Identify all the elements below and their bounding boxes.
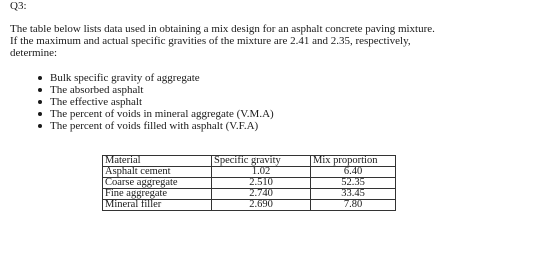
mix-design-table — [102, 155, 396, 211]
question-intro: The table below lists data used in obtaining a mix design for an asphalt concrete paving mixture. — [10, 23, 435, 35]
material-cell: Mineral filler — [103, 200, 212, 211]
specific-gravity-cell: 2.510 — [212, 178, 311, 189]
specific-gravity-cell: 2.740 — [212, 189, 311, 200]
mix-proportion-cell: 7.80 — [311, 200, 396, 211]
question-text — [10, 23, 530, 59]
mix-proportion-cell: 33.45 — [311, 189, 396, 200]
header-mix-proportion: Mix proportion — [311, 156, 396, 167]
task-list — [38, 72, 274, 132]
material-cell: Asphalt cement — [103, 167, 212, 178]
material-cell: Fine aggregate — [103, 189, 212, 200]
task-item: The percent of voids filled with asphalt (V.F.A) — [38, 120, 274, 132]
question-line-2: If the maximum and actual specific gravities of the mixture are 2.41 and 2.35, respectively, — [10, 35, 411, 47]
mix-proportion-cell: 52.35 — [311, 178, 396, 189]
table-row — [103, 178, 396, 189]
task-item: The absorbed asphalt — [38, 84, 274, 96]
task-item: Bulk specific gravity of aggregate — [38, 72, 274, 84]
specific-gravity-cell: 1.02 — [212, 167, 311, 178]
question-number: Q3: — [10, 0, 27, 12]
table-header-row — [103, 156, 396, 167]
specific-gravity-cell: 2.690 — [212, 200, 311, 211]
task-item: The percent of voids in mineral aggregate (V.M.A) — [38, 108, 274, 120]
table-row — [103, 189, 396, 200]
header-specific-gravity: Specific gravity — [212, 156, 311, 167]
mix-proportion-cell: 6.40 — [311, 167, 396, 178]
table-row — [103, 200, 396, 211]
material-cell: Coarse aggregate — [103, 178, 212, 189]
table-row — [103, 167, 396, 178]
task-item: The effective asphalt — [38, 96, 274, 108]
header-material: Material — [103, 156, 212, 167]
question-line-3: determine: — [10, 47, 58, 59]
